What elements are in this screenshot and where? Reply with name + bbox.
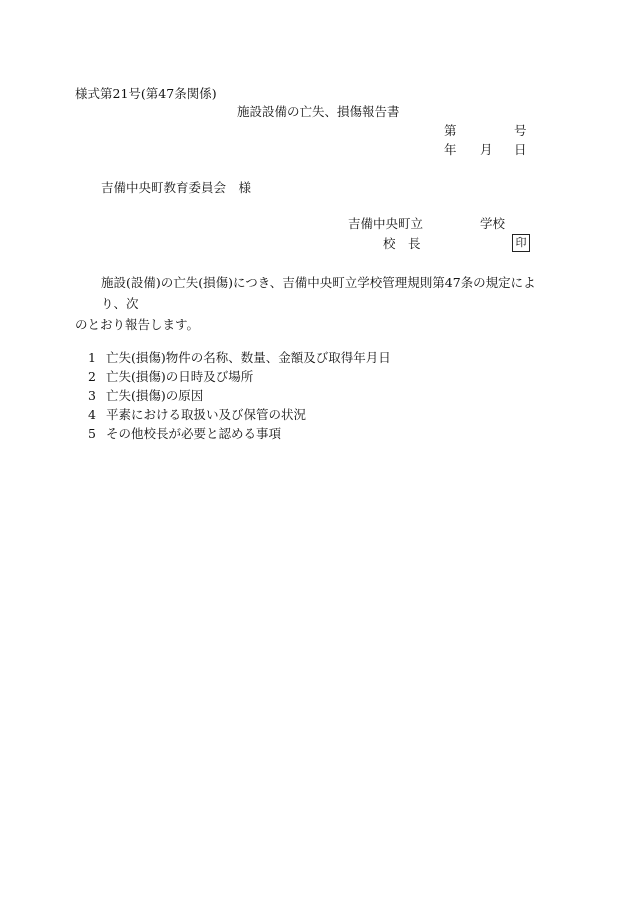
document-title: 施設設備の亡失、損傷報告書	[237, 104, 400, 119]
principal-title: 校 長	[383, 236, 421, 251]
list-item	[88, 348, 391, 367]
seal-mark: 印	[512, 234, 530, 252]
item-number: 2	[88, 369, 96, 384]
body-line-1: 施設(設備)の亡失(損傷)につき、吉備中央町立学校管理規則第47条の規定により、次	[101, 275, 536, 311]
item-text: 亡失(損傷)の日時及び場所	[106, 369, 254, 384]
doc-number-prefix: 第	[444, 123, 457, 138]
date-year: 年	[444, 142, 457, 157]
body-line-2: のとおり報告します。	[75, 317, 200, 332]
item-text: 亡失(損傷)物件の名称、数量、金額及び取得年月日	[106, 350, 391, 365]
item-number: 3	[88, 388, 96, 403]
school-name-prefix: 吉備中央町立	[348, 216, 424, 231]
item-text: その他校長が必要と認める事項	[106, 426, 282, 441]
addressee: 吉備中央町教育委員会 様	[101, 180, 252, 195]
list-item	[88, 424, 391, 443]
list-item	[88, 367, 391, 386]
item-text: 亡失(損傷)の原因	[106, 388, 204, 403]
list-item	[88, 386, 391, 405]
item-number: 5	[88, 426, 96, 441]
item-number: 1	[88, 350, 96, 365]
date-day: 日	[514, 142, 527, 157]
list-item	[88, 405, 391, 424]
report-body	[75, 272, 555, 335]
doc-number-suffix: 号	[514, 123, 527, 138]
item-number: 4	[88, 407, 96, 422]
date-month: 月	[480, 142, 493, 157]
form-number: 様式第21号(第47条関係)	[75, 86, 217, 101]
report-items-list	[88, 348, 391, 443]
school-name-suffix: 学校	[480, 216, 506, 231]
item-text: 平素における取扱い及び保管の状況	[106, 407, 307, 422]
